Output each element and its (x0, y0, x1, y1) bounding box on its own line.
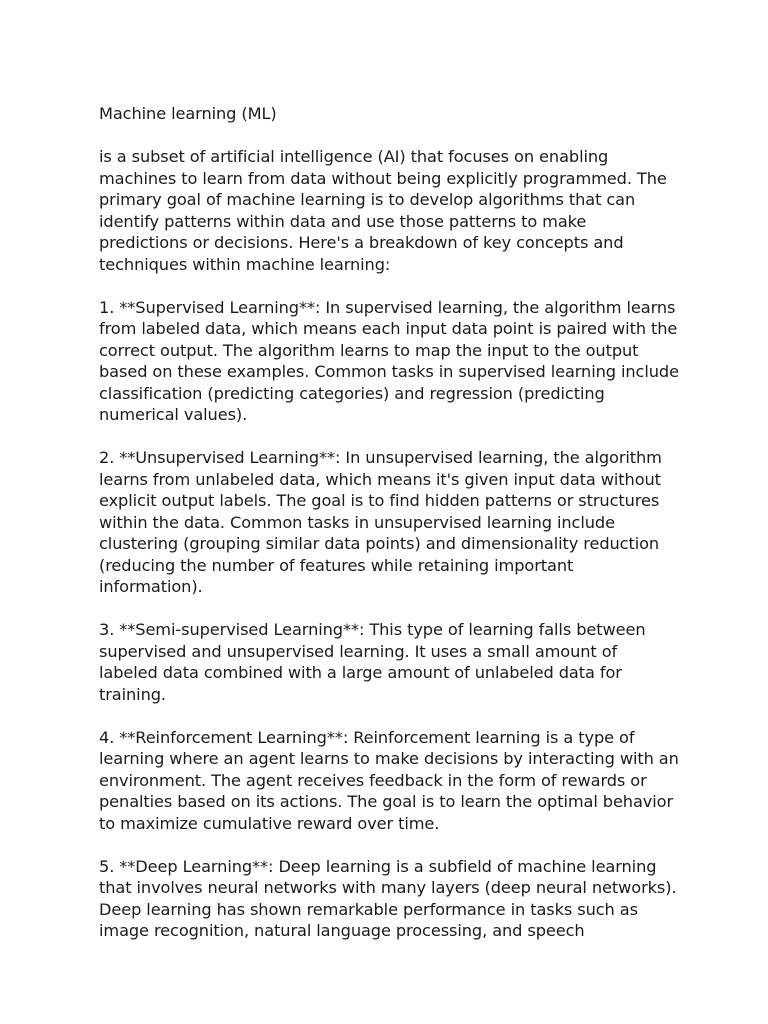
document-page (99, 103, 679, 963)
intro-paragraph: is a subset of artificial intelligence (AI) that focuses on enabling machines to learn from data without being explicitly programmed. The primary goal of machine learning is to develop algorithms that can identify patterns within data and use those patterns to make predictions or decisions. Here's a breakdown of key concepts and techniques within machine learning: (99, 147, 667, 274)
semi-supervised-learning-paragraph: 3. **Semi-supervised Learning**: This type of learning falls between supervised and unsupervised learning. It uses a small amount of labeled data combined with a large amount of unlabeled data for training. (99, 620, 646, 704)
document-title: Machine learning (ML) (99, 104, 277, 123)
supervised-learning-paragraph: 1. **Supervised Learning**: In supervised learning, the algorithm learns from labeled data, which means each input data point is paired with the correct output. The algorithm learns to map the input to the output based on these examples. Common tasks in supervised learning include classification (predicting categories) and regression (predicting numerical values). (99, 297, 679, 424)
reinforcement-learning-paragraph: 4. **Reinforcement Learning**: Reinforcement learning is a type of learning where an agent learns to make decisions by interacting with an environment. The agent receives feedback in the form of rewards or penalties based on its actions. The goal is to learn the optimal behavior to maximize cumulative reward over time. (99, 727, 679, 833)
unsupervised-learning-paragraph: 2. **Unsupervised Learning**: In unsupervised learning, the algorithm learns from unlabeled data, which means it's given input data without explicit output labels. The goal is to find hidden patterns or structures within the data. Common tasks in unsupervised learning include clustering (grouping similar data points) and dimensionality reduction (reducing the number of features while retaining important information). (99, 448, 662, 596)
deep-learning-paragraph: 5. **Deep Learning**: Deep learning is a subfield of machine learning that involves neural networks with many layers (deep neural networks). Deep learning has shown remarkable performance in tasks such as image recognition, natural language processing, and speech (99, 856, 677, 940)
